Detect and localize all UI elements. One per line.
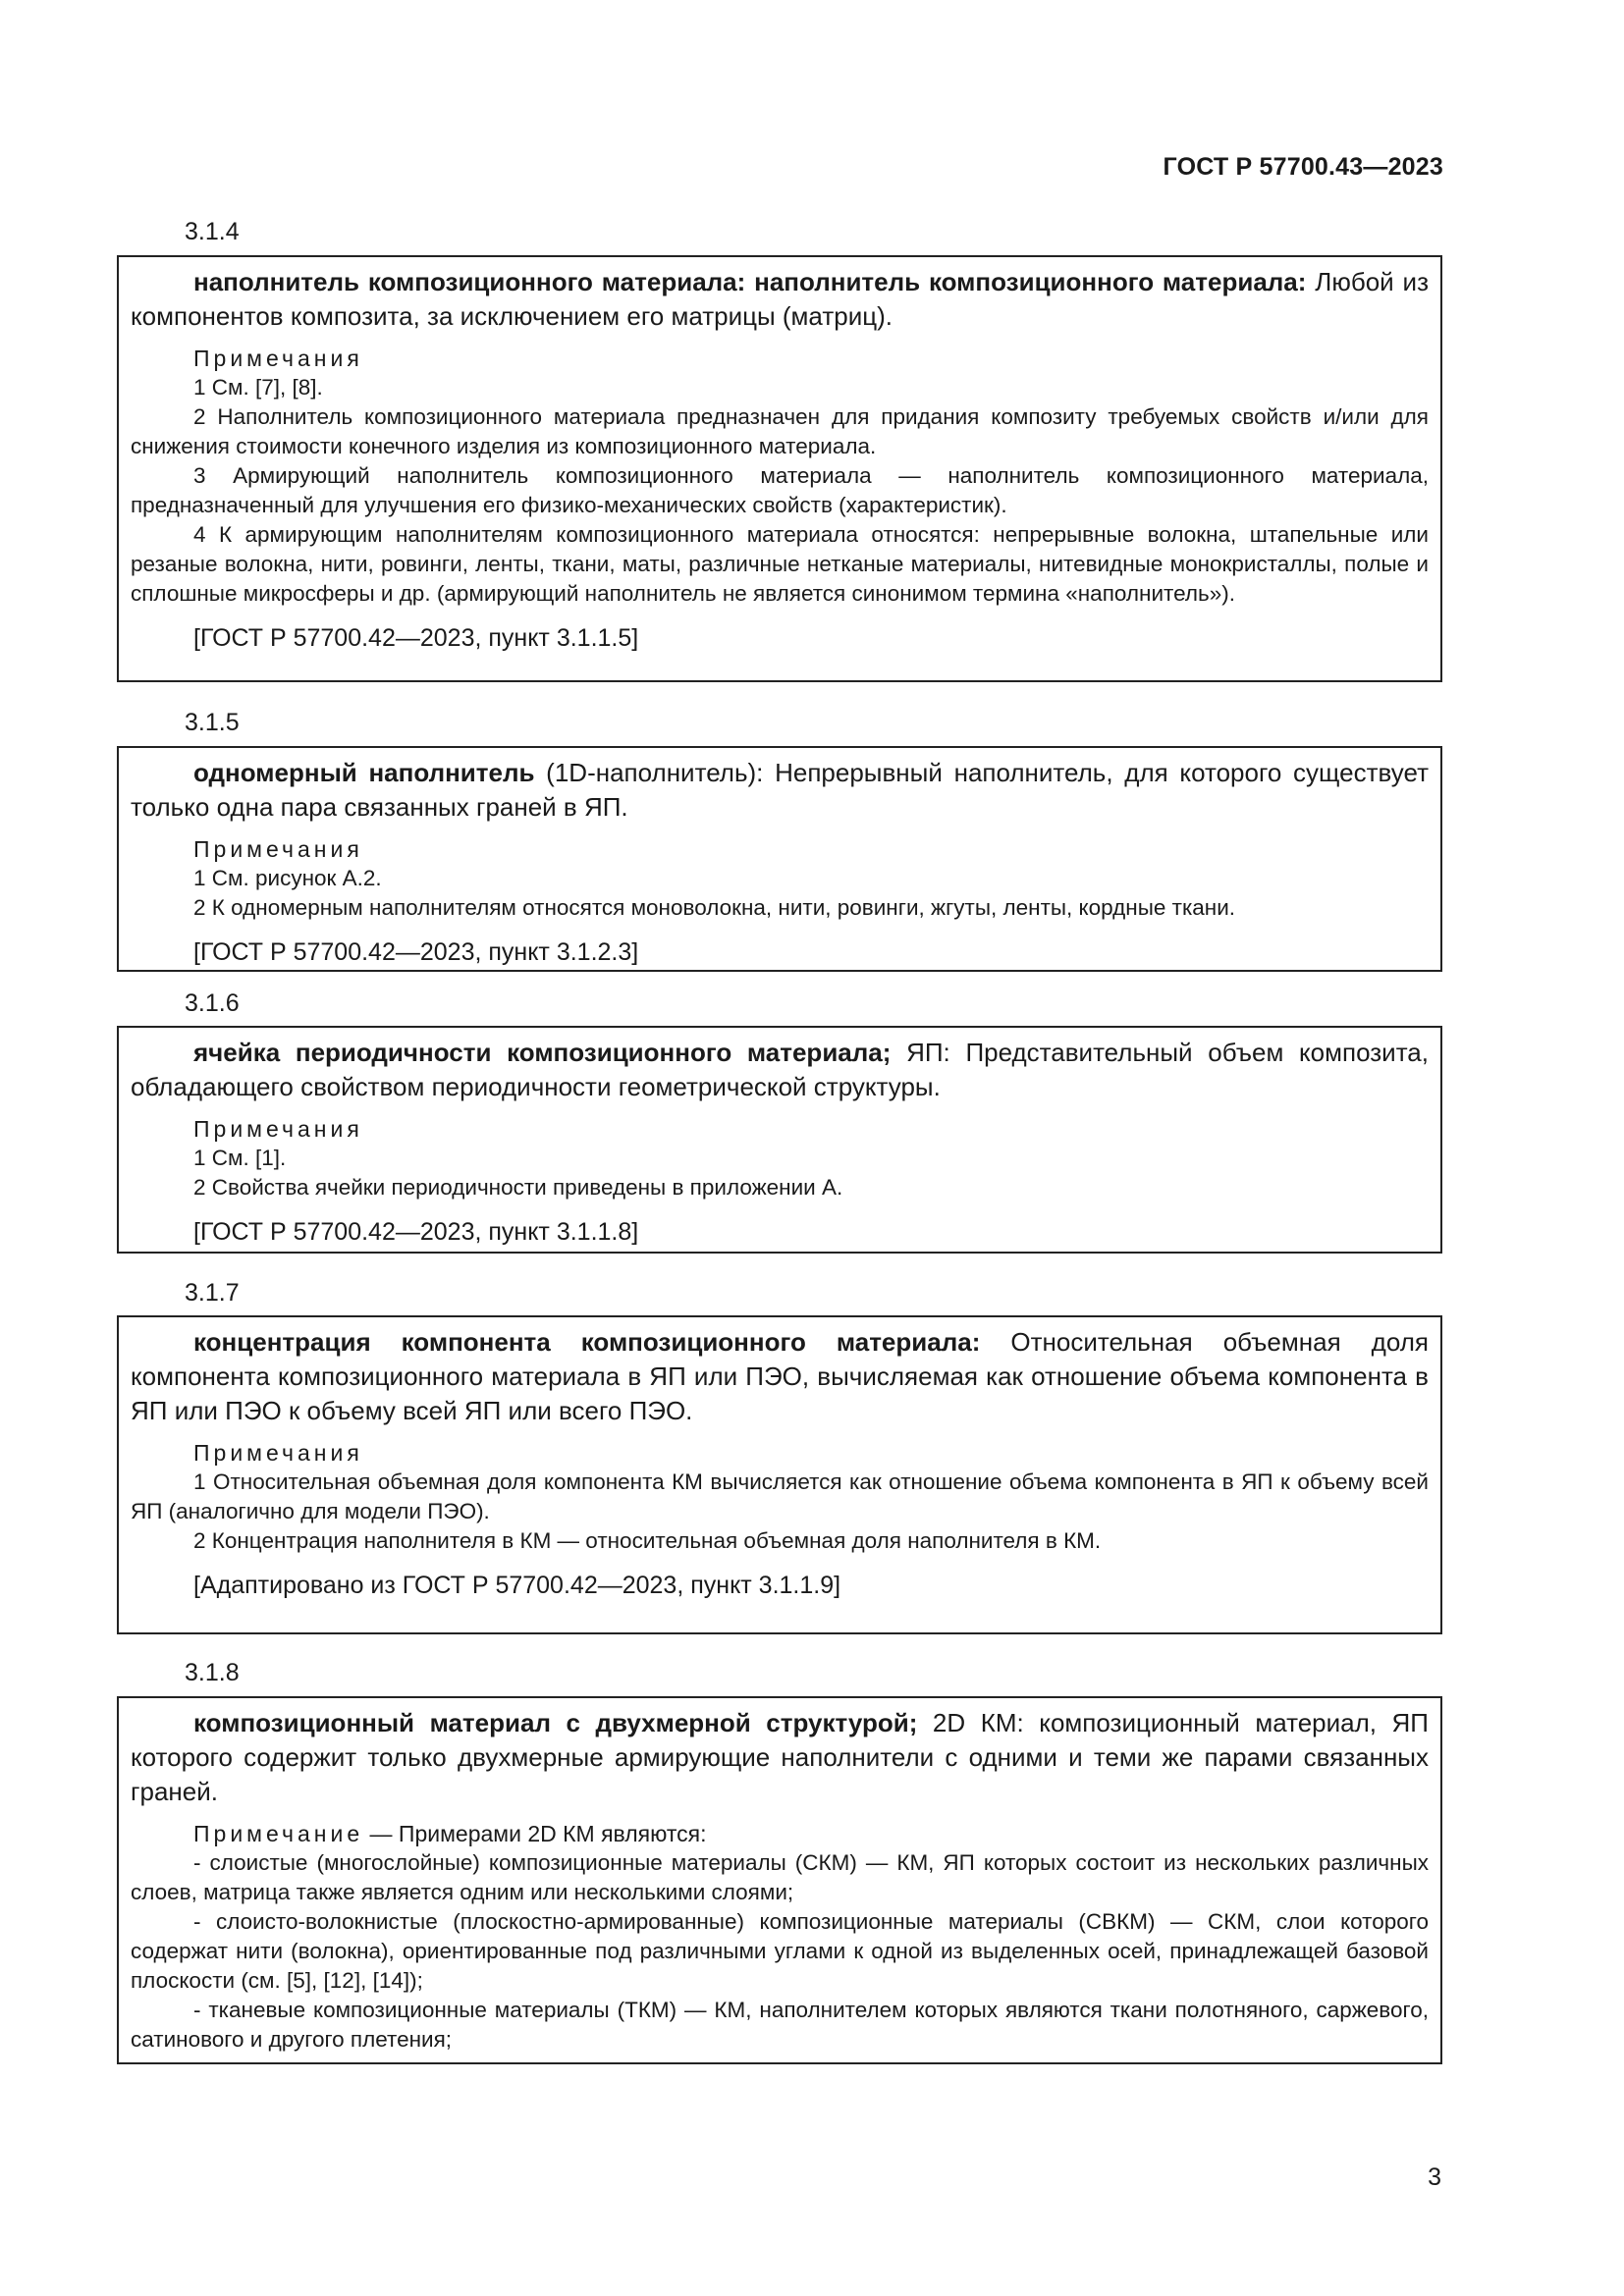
note: 2 Свойства ячейки периодичности приведены в приложении А. <box>193 1175 843 1200</box>
term-number: 3.1.4 <box>185 218 240 245</box>
note: 1 См. [1]. <box>193 1146 287 1170</box>
term-number: 3.1.5 <box>185 709 240 736</box>
term-box <box>117 1696 1442 2064</box>
term-definition: наполнитель композиционного материала: наполнитель композиционного материала: Любой из компонентов композита, за исключением его матрицы (матриц). <box>131 267 1429 331</box>
notes-title: Примечание — Примерами 2D КМ являются: <box>193 1821 707 1846</box>
term-number: 3.1.8 <box>185 1659 240 1686</box>
term-source: [Адаптировано из ГОСТ Р 57700.42—2023, пункт 3.1.1.9] <box>193 1572 841 1599</box>
note: 4 К армирующим наполнителям композиционного материала относятся: непрерывные волокна, штапельные или резаные волокна, нити, ровинги, ленты, ткани, маты, различные нетканые материалы, нитевидные монокристаллы, полые и сплошные микросферы и др. (армирующий наполнитель не является синонимом термина «наполнитель»). <box>131 522 1429 606</box>
term-title: одномерный наполнитель <box>193 758 535 787</box>
note: 3 Армирующий наполнитель композиционного материала — наполнитель композиционного материала, предназначенный для улучшения его физико-механических свойств (характеристик). <box>131 463 1429 517</box>
term-definition: композиционный материал с двухмерной структурой; 2D КМ: композиционный материал, ЯП которого содержит только двухмерные армирующие наполнители с одними и теми же парами связанных граней. <box>131 1708 1429 1806</box>
term-definition: ячейка периодичности композиционного материала; ЯП: Представительный объем композита, обладающего свойством периодичности геометрической структуры. <box>131 1038 1429 1101</box>
term-box <box>117 746 1442 972</box>
notes-title: Примечания <box>193 1440 363 1466</box>
note: 1 См. рисунок А.2. <box>193 866 382 890</box>
term-box <box>117 255 1442 682</box>
term-title: композиционный материал с двухмерной структурой; <box>193 1708 918 1737</box>
term-number: 3.1.7 <box>185 1279 240 1307</box>
note: 1 См. [7], [8]. <box>193 375 323 400</box>
notes-title: Примечания <box>193 1116 363 1142</box>
page-number: 3 <box>1428 2163 1441 2191</box>
term-definition: концентрация компонента композиционного материала: Относительная объемная доля компонента композиционного материала в ЯП или ПЭО, вычисляемая как отношение объема компонента в ЯП или ПЭО к объему всей ЯП или всего ПЭО. <box>131 1327 1429 1425</box>
note: 1 Относительная объемная доля компонента КМ вычисляется как отношение объема компонента в ЯП к объему всей ЯП (аналогично для модели ПЭО). <box>131 1469 1429 1523</box>
notes-title: Примечания <box>193 346 363 371</box>
term-source: [ГОСТ Р 57700.42—2023, пункт 3.1.1.8] <box>193 1218 639 1246</box>
note: - тканевые композиционные материалы (ТКМ) — КМ, наполнителем которых являются ткани полотняного, саржевого, сатинового и другого плетения; <box>131 1998 1429 2052</box>
term-title: концентрация компонента композиционного материала: <box>193 1327 981 1357</box>
note: - слоисто-волокнистые (плоскостно-армированные) композиционные материалы (СВКМ) — СКМ, слои которого содержат нити (волокна), ориентированные под различными углами к одной из выделенных осей, принадлежащей базовой плоскости (см. [5], [12], [14]); <box>131 1909 1429 1993</box>
term-title: наполнитель композиционного материала: наполнитель композиционного материала: <box>193 267 1307 296</box>
note: - слоистые (многослойные) композиционные материалы (СКМ) — КМ, ЯП которых состоит из нескольких различных слоев, матрица также является одним или несколькими слоями; <box>131 1850 1429 1904</box>
term-box <box>117 1026 1442 1254</box>
term-source: [ГОСТ Р 57700.42—2023, пункт 3.1.2.3] <box>193 938 639 966</box>
notes-title: Примечания <box>193 836 363 862</box>
note: 2 Наполнитель композиционного материала предназначен для придания композиту требуемых свойств и/или для снижения стоимости конечного изделия из композиционного материала. <box>131 404 1429 458</box>
term-number: 3.1.6 <box>185 989 240 1017</box>
note: 2 К одномерным наполнителям относятся моноволокна, нити, ровинги, жгуты, ленты, кордные ткани. <box>193 895 1236 920</box>
term-definition: одномерный наполнитель (1D-наполнитель): Непрерывный наполнитель, для которого существует только одна пара связанных граней в ЯП. <box>131 758 1429 822</box>
term-title: ячейка периодичности композиционного материала; <box>193 1038 892 1067</box>
note: 2 Концентрация наполнителя в КМ — относительная объемная доля наполнителя в КМ. <box>193 1528 1102 1553</box>
term-box <box>117 1315 1442 1634</box>
term-source: [ГОСТ Р 57700.42—2023, пункт 3.1.1.5] <box>193 624 639 652</box>
document-header: ГОСТ Р 57700.43—2023 <box>1163 153 1443 181</box>
